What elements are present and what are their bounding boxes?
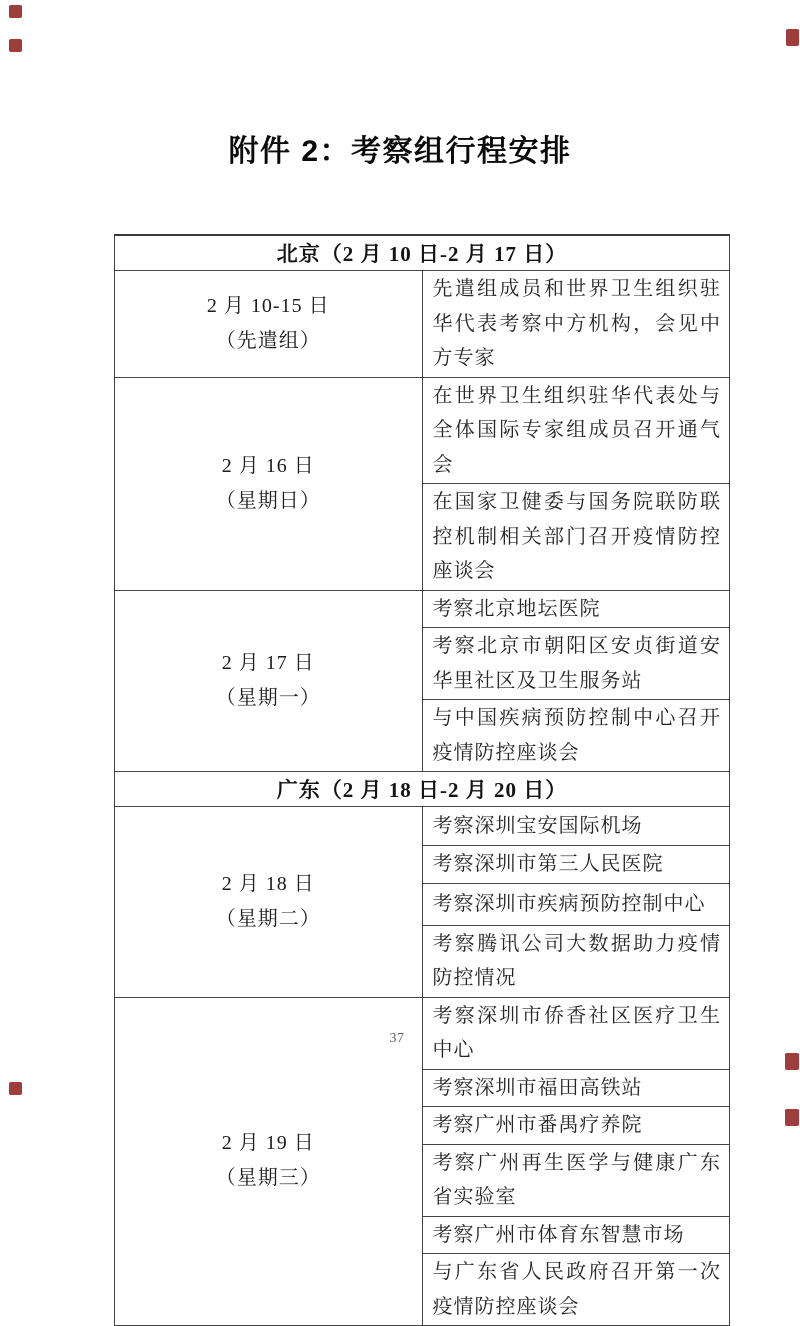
- section-header-guangdong: 广东（2 月 18 日-2 月 20 日）: [115, 772, 730, 807]
- page-number: 37: [389, 1031, 405, 1046]
- activity-cell: 在世界卫生组织驻华代表处与全体国际专家组成员召开通气会: [422, 377, 730, 484]
- scan-artifact-mark: [785, 1053, 799, 1070]
- date-line: （星期日）: [215, 489, 321, 512]
- date-cell-feb16: [115, 377, 423, 590]
- date-cell-feb18: [115, 807, 423, 998]
- activity-cell: 与广东省人民政府召开第一次疫情防控座谈会: [422, 1254, 730, 1326]
- activity-cell: 考察腾讯公司大数据助力疫情防控情况: [422, 925, 730, 997]
- activity-cell: 考察广州市番禺疗养院: [422, 1107, 730, 1145]
- activity-cell: 考察深圳市侨香社区医疗卫生中心: [422, 997, 730, 1069]
- activity-cell: 考察深圳市疾病预防控制中心: [422, 883, 730, 925]
- activity-cell: 考察广州再生医学与健康广东省实验室: [422, 1144, 730, 1216]
- date-line: （星期三）: [215, 1167, 321, 1190]
- activity-cell: 考察北京市朝阳区安贞街道安华里社区及卫生服务站: [422, 628, 730, 700]
- activity-cell: 先遣组成员和世界卫生组织驻华代表考察中方机构，会见中方专家: [422, 271, 730, 378]
- date-line: 2 月 19 日: [221, 1132, 315, 1155]
- date-line: 2 月 16 日: [221, 454, 315, 477]
- scan-artifact-mark: [9, 5, 22, 18]
- scan-artifact-mark: [786, 29, 799, 46]
- date-line: 2 月 10-15 日: [206, 294, 330, 317]
- scan-artifact-mark: [9, 1082, 22, 1095]
- date-line: 2 月 18 日: [221, 872, 315, 895]
- page-title: 附件 2：考察组行程安排: [228, 135, 572, 168]
- date-cell-feb10-15: [115, 271, 423, 378]
- date-cell-feb17: [115, 590, 423, 772]
- activity-cell: 考察深圳宝安国际机场: [422, 807, 730, 846]
- activity-cell: 考察深圳市第三人民医院: [422, 846, 730, 884]
- activity-cell: 考察深圳市福田高铁站: [422, 1069, 730, 1107]
- section-header-beijing: 北京（2 月 10 日-2 月 17 日）: [115, 235, 730, 271]
- scan-artifact-mark: [9, 39, 22, 52]
- date-line: 2 月 17 日: [221, 651, 315, 674]
- date-line: （星期一）: [215, 686, 321, 709]
- date-line: （先遣组）: [215, 329, 321, 352]
- activity-cell: 在国家卫健委与国务院联防联控机制相关部门召开疫情防控座谈会: [422, 484, 730, 591]
- scan-artifact-mark: [785, 1109, 799, 1126]
- itinerary-table: [114, 234, 730, 1326]
- activity-cell: 考察广州市体育东智慧市场: [422, 1216, 730, 1254]
- date-line: （星期二）: [215, 907, 321, 930]
- activity-cell: 与中国疾病预防控制中心召开疫情防控座谈会: [422, 700, 730, 772]
- activity-cell: 考察北京地坛医院: [422, 590, 730, 628]
